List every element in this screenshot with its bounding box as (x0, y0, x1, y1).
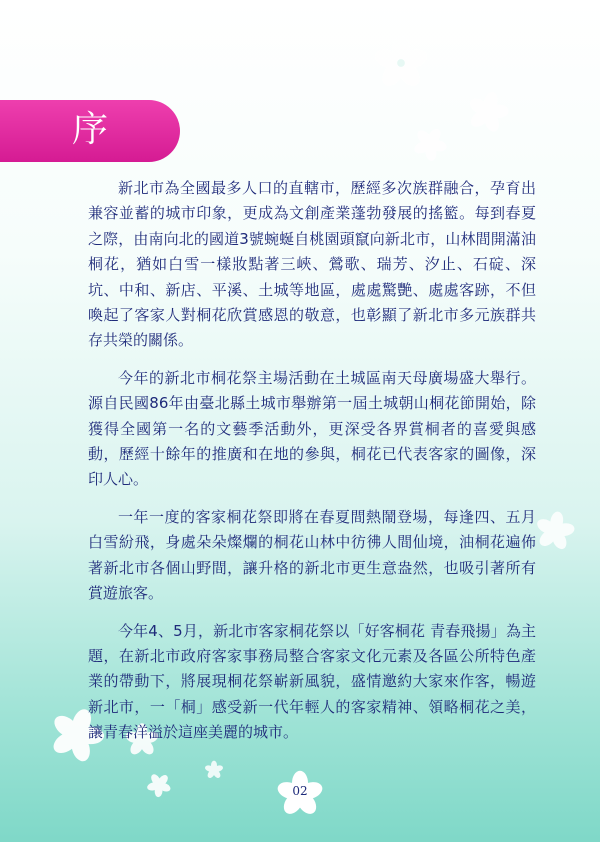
flower-icon (372, 34, 430, 92)
flower-icon (204, 760, 224, 780)
flower-icon (534, 510, 576, 552)
paragraph-2: 今年的新北市桐花祭主場活動在土城區南天母廣場盛大舉行。源自民國86年由臺北縣土城市舉辦第一屆土城朝山桐花節開始，除獲得全國第一名的文藝季活動外，更深受各界賞桐者的喜愛與感動，歷經十餘年的推廣和在地的參與，桐花已代表客家的圖像，深印人心。 (88, 368, 536, 489)
paragraph-1: 新北市為全國最多人口的直轄市，歷經多次族群融合，孕育出兼容並蓄的城市印象，更成為文創產業蓬勃發展的搖籃。每到春夏之際，由南向北的國道3號蜿蜒自桃園頭竄向新北市，山林間開滿油桐花，猶如白雪一樣妝點著三峽、鶯歌、瑞芳、汐止、石碇、深坑、中和、新店、平溪、土城等地區，處處驚艷、處處客跡，不但喚起了客家人對桐花欣賞感恩的敬意，也彰顯了新北市多元族群共存共榮的關係。 (88, 179, 536, 350)
paragraph-3: 一年一度的客家桐花祭即將在春夏間熱鬧登場，每逢四、五月白雪紛飛，身處朵朵燦爛的桐花山林中彷彿人間仙境，油桐花遍佈著新北市各個山野間，讓升格的新北市更生意盎然，也吸引著所有賞遊旅客。 (88, 507, 536, 603)
flower-icon (412, 126, 448, 162)
flower-icon (146, 772, 172, 798)
paragraph-4: 今年4、5月，新北市客家桐花祭以「好客桐花 青春飛揚」為主題，在新北市政府客家事務局整合客家文化元素及各區公所特色產業的帶動下，將展現桐花祭嶄新風貌，盛情邀約大家來作客，暢遊新北市，一「桐」感受新一代年輕人的客家精神、領略桐花之美，讓青春洋溢於這座美麗的城市。 (88, 621, 536, 742)
page-number-badge (276, 770, 324, 818)
page-number: 02 (292, 784, 308, 798)
title-banner (0, 100, 180, 162)
page-title: 序 (72, 109, 109, 150)
flower-icon (466, 90, 510, 134)
body-text (88, 176, 536, 758)
